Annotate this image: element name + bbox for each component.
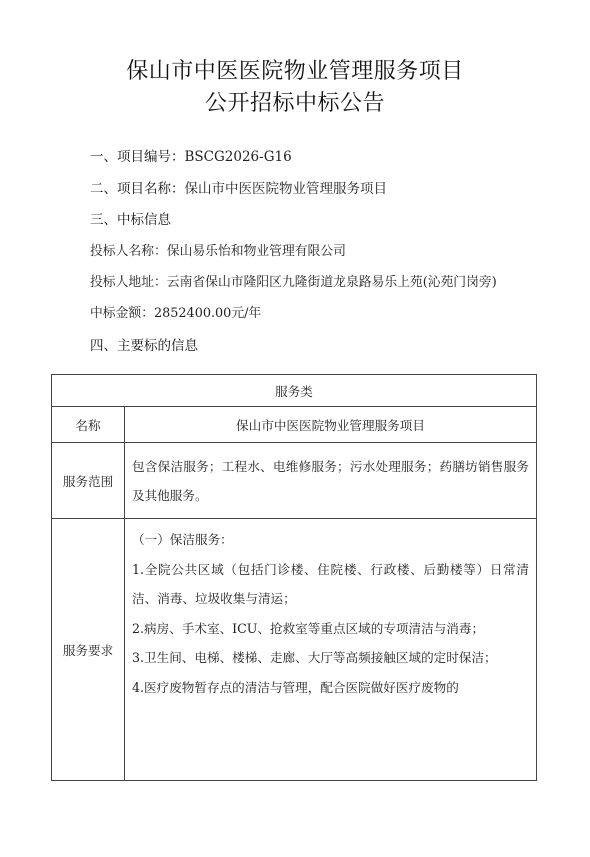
requirement-line: 2.病房、手术室、ICU、抢救室等重点区域的专项清洁与消毒；	[132, 620, 485, 636]
name-value-cell: 保山市中医医院物业管理服务项目	[125, 407, 537, 443]
table-header-service-type: 服务类	[52, 375, 537, 407]
scope-text: 包含保洁服务；工程水、电维修服务；污水处理服务；药膳坊销售服务及其他服务。	[132, 458, 529, 503]
bid-info-heading: 三、中标信息	[90, 212, 171, 228]
project-name-label: 二、项目名称：	[90, 181, 185, 197]
scope-value-cell	[125, 443, 537, 519]
name-label-cell: 名称	[52, 407, 125, 443]
main-subject-heading: 四、主要标的信息	[90, 338, 198, 354]
requirement-line: 1.全院公共区域（包括门诊楼、住院楼、行政楼、后勤楼等）日常清洁、消毒、垃圾收集与清运；	[132, 561, 529, 606]
scope-label-cell: 服务范围	[52, 443, 125, 519]
project-number-label: 一、项目编号：	[90, 149, 185, 165]
bidder-address: 投标人地址：云南省保山市隆阳区九隆街道龙泉路易乐上苑(沁苑门岗旁)	[90, 275, 497, 290]
requirement-line: 4.医疗废物暂存点的清洁与管理，配合医院做好医疗废物的	[132, 679, 459, 695]
document-title-line1: 保山市中医医院物业管理服务项目	[126, 59, 464, 84]
project-name-value: 保山市中医医院物业管理服务项目	[184, 181, 387, 197]
bid-amount: 中标金额：2852400.00元/年	[90, 306, 262, 321]
requirements-label-cell: 服务要求	[52, 519, 125, 781]
project-number-row	[90, 145, 292, 165]
project-number-value: BSCG2026-G16	[184, 149, 292, 165]
requirements-value-cell	[125, 519, 537, 781]
requirement-line: （一）保洁服务：	[132, 532, 233, 547]
subject-info-table	[51, 374, 537, 781]
requirements-text	[125, 519, 536, 706]
document-title-line2: 公开招标中标公告	[204, 91, 385, 116]
requirement-line: 3.卫生间、电梯、楼梯、走廊、大厅等高频接触区域的定时保洁；	[132, 650, 497, 665]
project-name-row	[90, 177, 387, 197]
bidder-name: 投标人名称：保山易乐怡和物业管理有限公司	[90, 244, 346, 259]
